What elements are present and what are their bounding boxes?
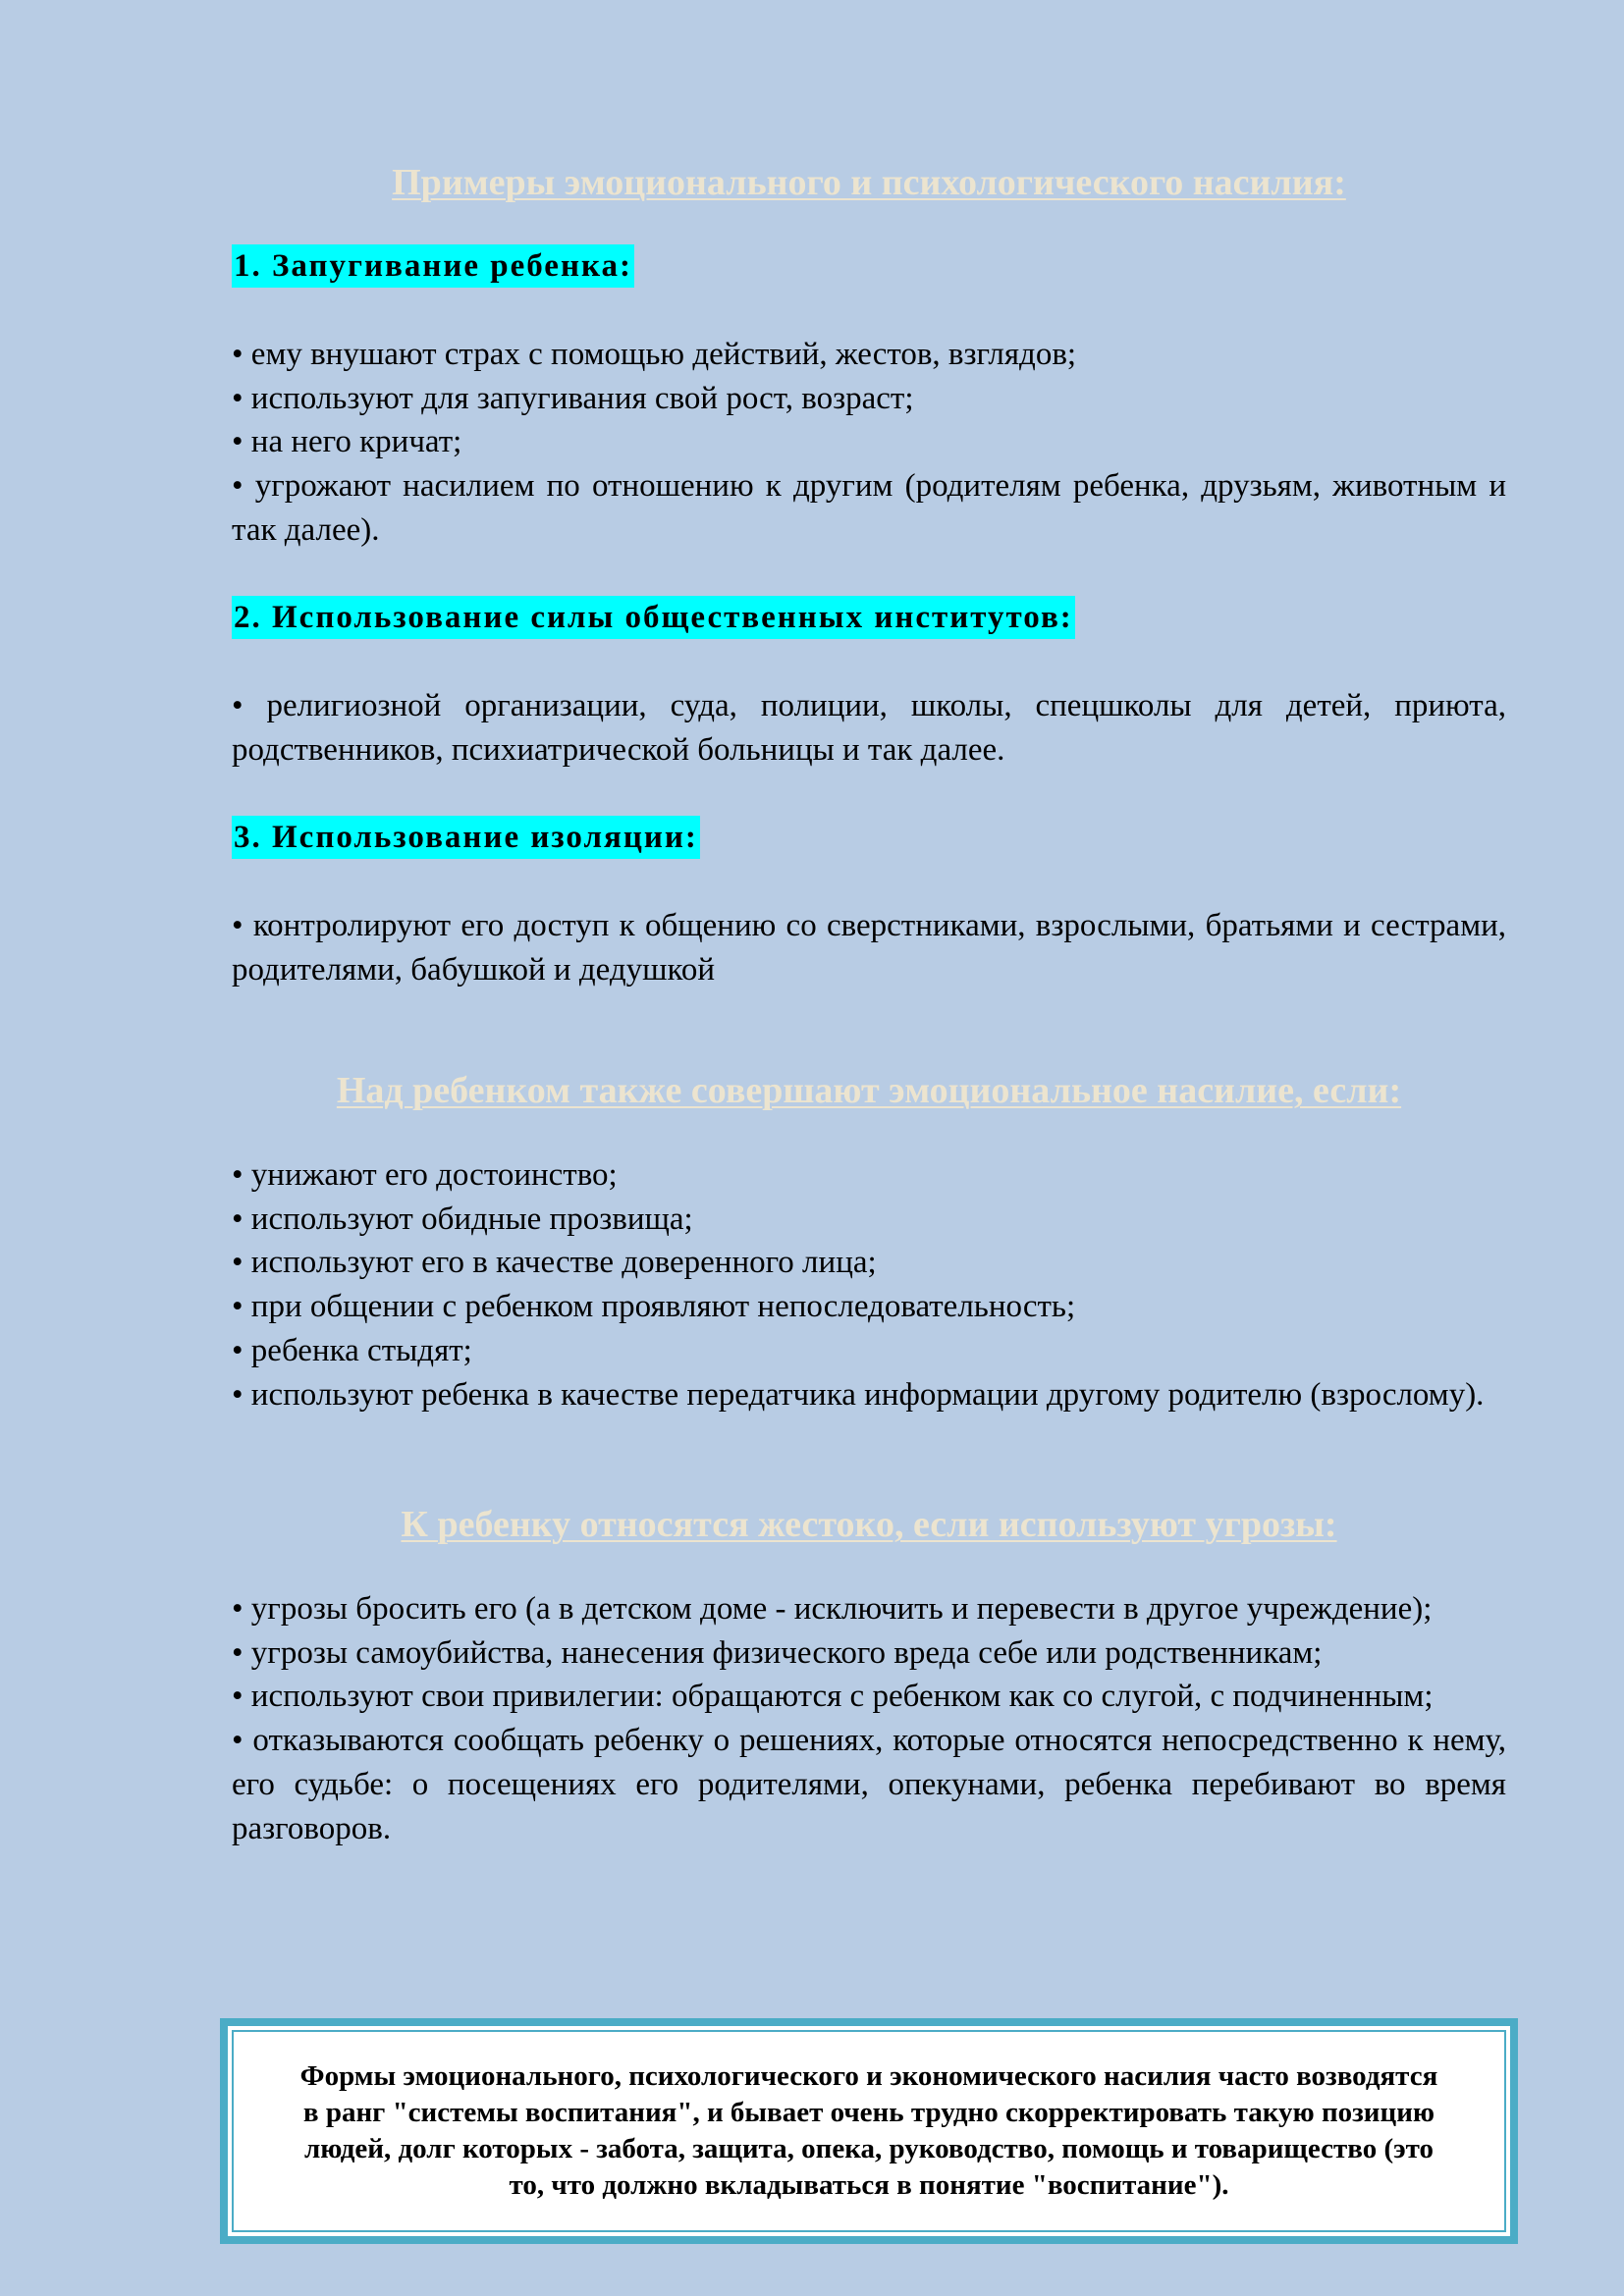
list-item: • угрозы бросить его (а в детском доме - исключить и перевести в другое учреждение);: [232, 1591, 1433, 1627]
list-item: • используют для запугивания свой рост, возраст;: [232, 380, 914, 416]
threats-list: [232, 1587, 1506, 1850]
callout-inner-frame: [232, 2030, 1506, 2232]
list-item: • ему внушают страх с помощью действий, жестов, взглядов;: [232, 337, 1077, 372]
list-item: • используют обидные прозвища;: [232, 1201, 693, 1237]
list-item: • используют свои привилегии: обращаются с ребенком как со слугой, с подчиненным;: [232, 1679, 1434, 1715]
list-item: • унижают его достоинство;: [232, 1157, 618, 1193]
list-item: • контролируют его доступ к общению со сверстниками, взрослыми, братьями и сестрами, родителями, бабушкой и дедушкой: [232, 908, 1506, 988]
list-item: • угрожают насилием по отношению к другим (родителям ребенка, друзьям, животным и так далее).: [232, 468, 1506, 548]
list-item: • используют ребенка в качестве передатчика информации другому родителю (взрослому).: [232, 1376, 1485, 1413]
list-item: • религиозной организации, суда, полиции, школы, спецшколы для детей, приюта, родственников, психиатрической больницы и так далее.: [232, 688, 1506, 768]
heading-social-institutions: 2. Использование силы общественных институтов:: [232, 596, 1075, 639]
section-title-examples: Примеры эмоционального и психологического насилия:: [392, 162, 1346, 203]
list-item: • угрозы самоубийства, нанесения физического вреда себе или родственникам;: [232, 1634, 1323, 1671]
list-item: • при общении с ребенком проявляют непоследовательность;: [232, 1289, 1076, 1325]
list-item: • используют его в качестве доверенного лица;: [232, 1245, 877, 1281]
social-institutions-list: [232, 684, 1506, 772]
callout-text: Формы эмоционального, психологического и экономического насилия часто возводятся в ранг "системы воспитания", и бывает очень трудно скорректировать такую позицию людей, долг которых - забота, защита, опека, руководство, помощь и товарищество (это то, что должно вкладываться в понятие "воспитание").: [299, 2060, 1438, 2201]
list-item: • на него кричат;: [232, 424, 462, 460]
list-item: • отказываются сообщать ребенку о решениях, которые относятся непосредственно к нему, его судьбе: о посещениях его родителями, опекунами, ребенка перебивают во время разговоров.: [232, 1723, 1506, 1846]
callout-box: [220, 2018, 1518, 2244]
heading-isolation: 3. Использование изоляции:: [232, 816, 700, 859]
intimidation-list: [232, 333, 1506, 553]
heading-intimidation: 1. Запугивание ребенка:: [232, 244, 634, 288]
section-title-emotional-abuse: Над ребенком также совершают эмоциональное насилие, если:: [336, 1070, 1402, 1111]
isolation-list: [232, 904, 1506, 991]
section-title-threats: К ребенку относятся жестоко, если используют угрозы:: [401, 1504, 1337, 1545]
emotional-abuse-list: [232, 1153, 1506, 1416]
list-item: • ребенка стыдят;: [232, 1332, 472, 1368]
